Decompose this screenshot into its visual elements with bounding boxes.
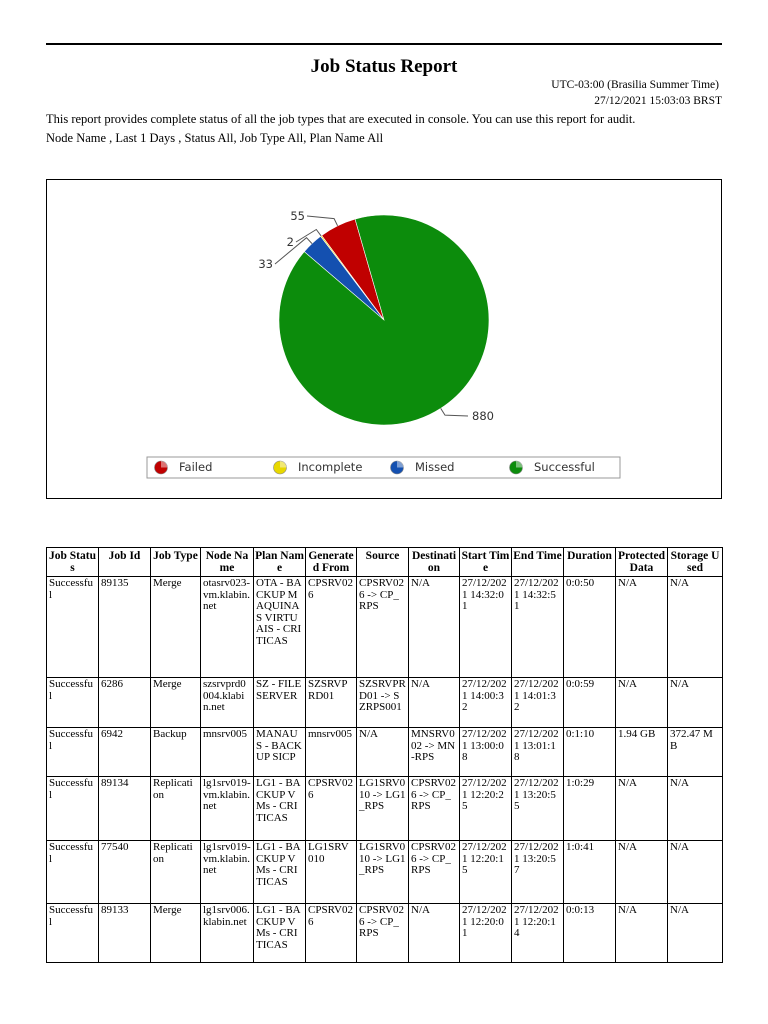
table-header-row xyxy=(47,548,723,577)
table-cell: 27/12/2021 12:20:01 xyxy=(460,904,512,963)
table-row xyxy=(47,577,723,678)
table-cell: N/A xyxy=(409,904,460,963)
table-cell: LG1SRV010 xyxy=(306,841,357,904)
table-cell: LG1SRV010 -> LG1_RPS xyxy=(357,777,409,841)
table-cell: Successful xyxy=(47,904,99,963)
column-header: Job Type xyxy=(151,548,201,577)
table-cell: Successful xyxy=(47,841,99,904)
table-cell: N/A xyxy=(409,678,460,728)
table-cell: 89135 xyxy=(99,577,151,678)
table-cell: 1.94 GB xyxy=(616,728,668,777)
table-cell: 0:0:50 xyxy=(564,577,616,678)
job-status-table xyxy=(46,547,723,963)
table-cell: 6286 xyxy=(99,678,151,728)
table-cell: 0:0:13 xyxy=(564,904,616,963)
column-header: Storage Used xyxy=(668,548,723,577)
table-cell: 27/12/2021 12:20:15 xyxy=(460,841,512,904)
table-cell: N/A xyxy=(668,678,723,728)
table-cell: otasrv023-vm.klabin.net xyxy=(201,577,254,678)
pie-chart xyxy=(47,180,721,498)
column-header: Start Time xyxy=(460,548,512,577)
table-cell: CPSRV026 -> CP_RPS xyxy=(409,777,460,841)
table-cell: N/A xyxy=(668,777,723,841)
table-cell: CPSRV026 xyxy=(306,777,357,841)
table-cell: Merge xyxy=(151,678,201,728)
table-cell: LG1 - BACKUP VMs - CRITICAS xyxy=(254,841,306,904)
table-cell: N/A xyxy=(616,577,668,678)
table-body xyxy=(47,577,723,963)
table-cell: lg1srv019-vm.klabin.net xyxy=(201,841,254,904)
legend-label: Incomplete xyxy=(298,460,363,474)
table-cell: 89134 xyxy=(99,777,151,841)
column-header: Destination xyxy=(409,548,460,577)
column-header: End Time xyxy=(512,548,564,577)
table-cell: 27/12/2021 13:20:57 xyxy=(512,841,564,904)
table-row xyxy=(47,777,723,841)
legend-label: Successful xyxy=(534,460,595,474)
table-cell: 0:0:59 xyxy=(564,678,616,728)
table-cell: SZ - FILE SERVER xyxy=(254,678,306,728)
table-cell: mnsrv005 xyxy=(306,728,357,777)
table-cell: 27/12/2021 14:32:01 xyxy=(460,577,512,678)
column-header: Duration xyxy=(564,548,616,577)
table-cell: lg1srv019-vm.klabin.net xyxy=(201,777,254,841)
table-cell: N/A xyxy=(668,904,723,963)
table-cell: 372.47 MB xyxy=(668,728,723,777)
pie-value-label: 33 xyxy=(258,257,273,271)
table-cell: 6942 xyxy=(99,728,151,777)
report-timestamp: 27/12/2021 15:03:03 BRST xyxy=(594,95,722,107)
table-cell: N/A xyxy=(616,841,668,904)
table-cell: Successful xyxy=(47,678,99,728)
table-cell: Backup xyxy=(151,728,201,777)
column-header: Plan Name xyxy=(254,548,306,577)
table-cell: 27/12/2021 14:32:51 xyxy=(512,577,564,678)
table-cell: N/A xyxy=(409,577,460,678)
report-description: This report provides complete status of all the job types that are executed in console. You can use this report for audit. xyxy=(46,112,636,126)
table-cell: CPSRV026 xyxy=(306,577,357,678)
table-cell: SZSRVPRD01 -> SZRPS001 xyxy=(357,678,409,728)
table-cell: N/A xyxy=(616,777,668,841)
table-cell: Merge xyxy=(151,577,201,678)
table-cell: 27/12/2021 13:01:18 xyxy=(512,728,564,777)
table-cell: Merge xyxy=(151,904,201,963)
table-row xyxy=(47,678,723,728)
report-timezone: UTC-03:00 (Brasilia Summer Time) xyxy=(551,79,719,91)
table-cell: CPSRV026 -> CP_RPS xyxy=(357,577,409,678)
table-cell: 27/12/2021 13:00:08 xyxy=(460,728,512,777)
table-cell: Successful xyxy=(47,577,99,678)
table-cell: 27/12/2021 12:20:14 xyxy=(512,904,564,963)
table-cell: Successful xyxy=(47,777,99,841)
top-rule xyxy=(46,43,722,45)
table-cell: szsrvprd0004.klabin.net xyxy=(201,678,254,728)
column-header: Generated From xyxy=(306,548,357,577)
table-cell: 27/12/2021 13:20:55 xyxy=(512,777,564,841)
table-cell: LG1SRV010 -> LG1_RPS xyxy=(357,841,409,904)
table-cell: LG1 - BACKUP VMs - CRITICAS xyxy=(254,904,306,963)
table-row xyxy=(47,728,723,777)
table-cell: CPSRV026 -> CP_RPS xyxy=(357,904,409,963)
table-cell: 89133 xyxy=(99,904,151,963)
report-filters: Node Name , Last 1 Days , Status All, Job Type All, Plan Name All xyxy=(46,131,384,145)
table-cell: 27/12/2021 14:01:32 xyxy=(512,678,564,728)
column-header: Job Status xyxy=(47,548,99,577)
table-row xyxy=(47,841,723,904)
table-cell: 1:0:41 xyxy=(564,841,616,904)
table-cell: N/A xyxy=(668,577,723,678)
table-cell: Replication xyxy=(151,841,201,904)
table-cell: Successful xyxy=(47,728,99,777)
table-cell: OTA - BACKUP MAQUINAS VIRTUAIS - CRITICAS xyxy=(254,577,306,678)
column-header: Protected Data xyxy=(616,548,668,577)
table-cell: MNSRV002 -> MN-RPS xyxy=(409,728,460,777)
table-cell: N/A xyxy=(616,904,668,963)
table-cell: 1:0:29 xyxy=(564,777,616,841)
table-cell: mnsrv005 xyxy=(201,728,254,777)
legend-label: Failed xyxy=(179,460,213,474)
pie-value-label: 2 xyxy=(286,235,294,249)
pie-leader-line xyxy=(441,408,468,416)
pie-leader-line xyxy=(307,216,338,226)
legend-label: Missed xyxy=(415,460,455,474)
table-cell: MANAUS - BACKUP SICP xyxy=(254,728,306,777)
table-cell: 27/12/2021 12:20:25 xyxy=(460,777,512,841)
table-cell: CPSRV026 xyxy=(306,904,357,963)
table-cell: N/A xyxy=(616,678,668,728)
table-cell: 0:1:10 xyxy=(564,728,616,777)
table-cell: N/A xyxy=(668,841,723,904)
pie-chart-panel xyxy=(46,179,722,499)
table-cell: 27/12/2021 14:00:32 xyxy=(460,678,512,728)
column-header: Job Id xyxy=(99,548,151,577)
report-title: Job Status Report xyxy=(310,56,458,77)
column-header: Source xyxy=(357,548,409,577)
table-cell: SZSRVPRD01 xyxy=(306,678,357,728)
table-cell: LG1 - BACKUP VMs - CRITICAS xyxy=(254,777,306,841)
table-cell: CPSRV026 -> CP_RPS xyxy=(409,841,460,904)
table-cell: lg1srv006.klabin.net xyxy=(201,904,254,963)
pie-value-label: 55 xyxy=(290,209,305,223)
pie-value-label: 880 xyxy=(472,409,494,423)
column-header: Node Name xyxy=(201,548,254,577)
table-cell: 77540 xyxy=(99,841,151,904)
table-row xyxy=(47,904,723,963)
table-cell: Replication xyxy=(151,777,201,841)
table-cell: N/A xyxy=(357,728,409,777)
